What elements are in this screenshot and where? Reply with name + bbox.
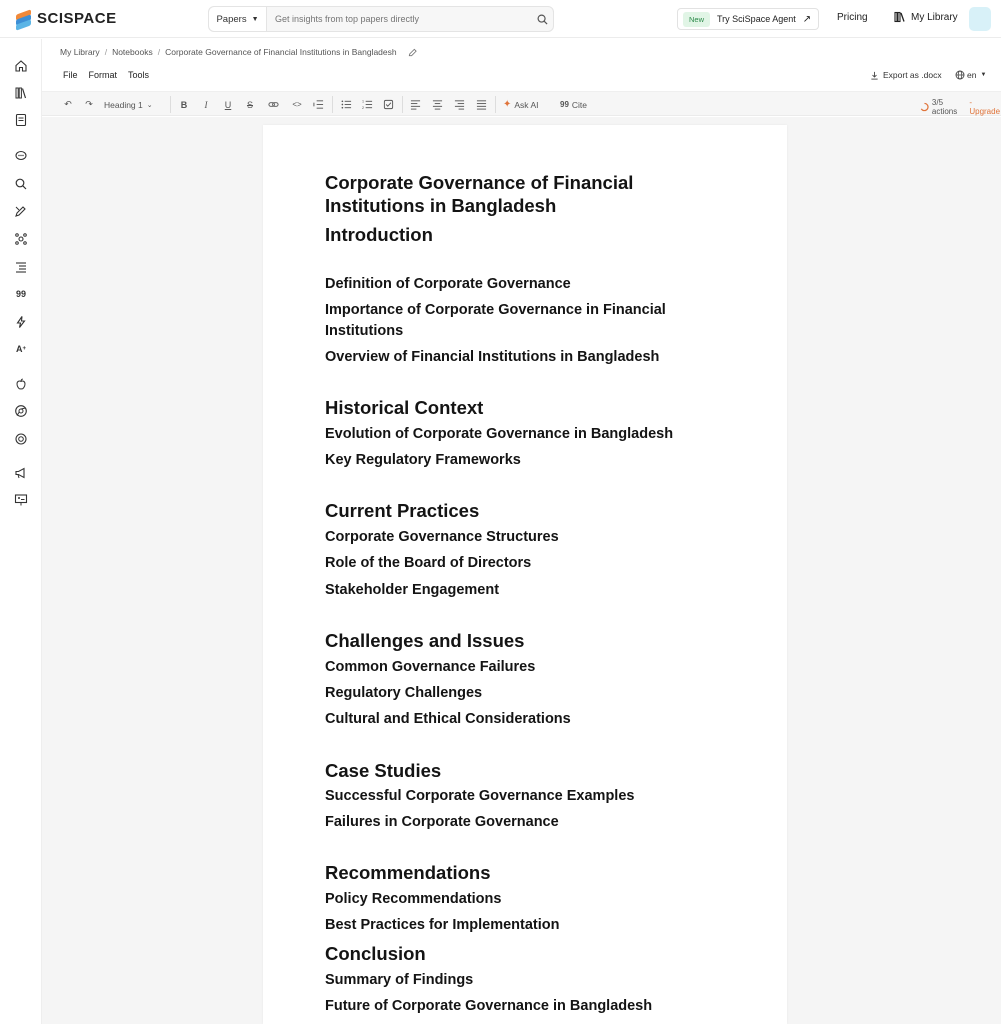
code-icon[interactable]: <> xyxy=(292,100,302,109)
doc-subheading[interactable]: Failures in Corporate Governance xyxy=(325,814,559,830)
align-center-icon[interactable] xyxy=(431,98,443,111)
doc-subheading[interactable]: Regulatory Challenges xyxy=(325,685,483,701)
chevron-down-icon: ⌄ xyxy=(146,101,153,109)
doc-heading[interactable]: Current Practices xyxy=(325,500,480,521)
link-icon[interactable] xyxy=(266,98,280,111)
new-badge: New xyxy=(683,12,710,27)
doc-heading[interactable]: Case Studies xyxy=(325,760,442,781)
outline-icon[interactable] xyxy=(13,259,29,275)
chrome-icon[interactable] xyxy=(13,403,29,419)
avatar[interactable] xyxy=(969,7,991,31)
menu-format[interactable]: Format xyxy=(88,70,118,80)
my-library-label: My Library xyxy=(911,11,958,23)
upgrade-link[interactable]: - Upgrade xyxy=(969,98,1001,116)
breadcrumb-separator: / xyxy=(157,47,161,57)
download-icon xyxy=(870,71,879,80)
search-scope-dropdown[interactable] xyxy=(209,7,267,31)
search-bar xyxy=(208,6,554,32)
menu-bar xyxy=(63,70,149,80)
svg-text:2: 2 xyxy=(361,106,364,110)
doc-subheading[interactable]: Best Practices for Implementation xyxy=(325,917,560,933)
export-label: Export as .docx xyxy=(883,70,942,80)
home-icon[interactable] xyxy=(13,58,29,74)
underline-icon[interactable]: U xyxy=(224,99,232,110)
doc-subheading[interactable]: Corporate Governance Structures xyxy=(325,529,559,545)
doc-heading[interactable]: Recommendations xyxy=(325,862,491,883)
caret-down-icon: ▼ xyxy=(980,72,987,78)
edit-icon[interactable] xyxy=(408,48,417,57)
redo-icon[interactable]: ↷ xyxy=(85,99,93,109)
breadcrumb-my-library[interactable]: My Library xyxy=(60,47,100,57)
search-icon[interactable] xyxy=(13,176,29,192)
doc-subheading[interactable]: Key Regulatory Frameworks xyxy=(325,452,521,468)
doc-subheading[interactable]: Institutions xyxy=(325,323,404,339)
doc-subheading[interactable]: Evolution of Corporate Governance in Bangladesh xyxy=(325,426,674,442)
doc-heading[interactable]: Challenges and Issues xyxy=(325,630,525,651)
doc-subheading[interactable]: Future of Corporate Governance in Bangladesh xyxy=(325,998,653,1014)
quote-icon[interactable]: 99 xyxy=(15,289,26,299)
menu-file[interactable]: File xyxy=(63,70,78,80)
language-selector[interactable] xyxy=(955,70,986,80)
apple-icon[interactable] xyxy=(13,376,29,392)
brand-logo[interactable] xyxy=(16,10,117,27)
breadcrumb xyxy=(60,47,417,57)
doc-subheading[interactable]: Overview of Financial Institutions in Bangladesh xyxy=(325,349,660,365)
cite-label: Cite xyxy=(571,99,588,110)
doc-subheading[interactable]: Stakeholder Engagement xyxy=(325,582,500,598)
doc-heading[interactable]: Conclusion xyxy=(325,943,426,964)
language-label: en xyxy=(967,70,977,80)
strikethrough-icon[interactable]: S xyxy=(246,99,253,110)
toolbar-divider xyxy=(495,96,496,113)
undo-icon[interactable]: ↶ xyxy=(64,99,72,109)
doc-subheading[interactable]: Common Governance Failures xyxy=(325,659,536,675)
export-docx-button[interactable] xyxy=(870,70,942,80)
document-title[interactable]: Corporate Governance of Financial xyxy=(325,172,634,193)
globe-icon xyxy=(955,70,965,80)
document-title[interactable]: Institutions in Bangladesh xyxy=(325,195,557,216)
progress-ring-icon xyxy=(920,102,929,112)
brand-name: SCISPACE xyxy=(37,10,117,27)
library-icon xyxy=(894,11,906,23)
try-agent-button[interactable] xyxy=(677,8,819,30)
pen-icon[interactable] xyxy=(13,203,29,219)
block-style-label: Heading 1 xyxy=(104,99,143,110)
doc-subheading[interactable]: Policy Recommendations xyxy=(325,891,502,907)
checklist-icon[interactable] xyxy=(382,98,394,111)
breadcrumb-document-title: Corporate Governance of Financial Institutions in Bangladesh xyxy=(165,47,397,57)
ask-ai-label: Ask AI xyxy=(514,99,539,110)
notebook-icon[interactable] xyxy=(13,112,29,128)
breadcrumb-notebooks[interactable]: Notebooks xyxy=(112,47,153,57)
italic-icon[interactable]: I xyxy=(204,99,208,110)
bullet-list-icon[interactable] xyxy=(340,98,352,111)
numbered-list-icon[interactable] xyxy=(361,98,373,111)
toolbar-divider xyxy=(332,96,333,113)
top-header xyxy=(0,0,1001,38)
align-left-icon[interactable] xyxy=(409,98,421,111)
openai-icon[interactable] xyxy=(13,431,29,447)
toolbar-divider xyxy=(170,96,171,113)
doc-subheading[interactable]: Definition of Corporate Governance xyxy=(325,276,571,292)
search-input[interactable] xyxy=(267,14,531,24)
doc-heading[interactable]: Historical Context xyxy=(325,397,484,418)
ask-ai-button[interactable] xyxy=(503,98,538,111)
pricing-link[interactable]: Pricing xyxy=(837,12,868,23)
doc-subheading[interactable]: Summary of Findings xyxy=(325,972,474,988)
actions-label: 3/5 actions xyxy=(931,98,958,116)
announcement-icon[interactable] xyxy=(13,465,29,481)
my-library-link[interactable] xyxy=(894,11,958,23)
svg-text:1: 1 xyxy=(361,99,364,104)
extension-icon[interactable] xyxy=(13,231,29,247)
library-icon[interactable] xyxy=(13,85,29,101)
menu-tools[interactable]: Tools xyxy=(128,70,150,80)
block-style-dropdown[interactable] xyxy=(104,98,153,111)
doc-subheading[interactable]: Successful Corporate Governance Examples xyxy=(325,788,635,804)
presentation-icon[interactable] xyxy=(13,492,29,508)
align-justify-icon[interactable] xyxy=(475,98,487,111)
external-arrow-icon: ↗ xyxy=(802,13,812,25)
agent-label: Try SciSpace Agent xyxy=(717,14,796,24)
chat-icon[interactable] xyxy=(13,148,29,164)
indent-icon[interactable] xyxy=(312,98,324,111)
actions-counter xyxy=(920,98,1001,116)
toolbar-divider xyxy=(402,96,403,113)
ai-detector-icon[interactable]: A + xyxy=(15,344,26,354)
left-sidebar xyxy=(0,39,42,1024)
editor-toolbar xyxy=(42,91,1001,116)
doc-subheading[interactable]: Cultural and Ethical Considerations xyxy=(325,711,571,727)
doc-heading[interactable]: Introduction xyxy=(325,224,433,245)
quote-icon: 99 xyxy=(560,100,569,109)
search-icon[interactable] xyxy=(531,14,553,25)
cite-button[interactable] xyxy=(560,98,587,111)
flash-icon[interactable] xyxy=(13,314,29,330)
search-scope-label: Papers xyxy=(216,13,247,25)
doc-subheading[interactable]: Role of the Board of Directors xyxy=(325,555,532,571)
caret-down-icon: ▼ xyxy=(251,15,259,23)
bold-icon[interactable]: B xyxy=(180,99,188,110)
align-right-icon[interactable] xyxy=(453,98,465,111)
sparkle-icon: ✦ xyxy=(503,99,512,110)
doc-subheading[interactable]: Importance of Corporate Governance in Financial xyxy=(325,302,666,318)
breadcrumb-separator: / xyxy=(104,47,108,57)
scispace-logo-icon xyxy=(16,11,31,27)
